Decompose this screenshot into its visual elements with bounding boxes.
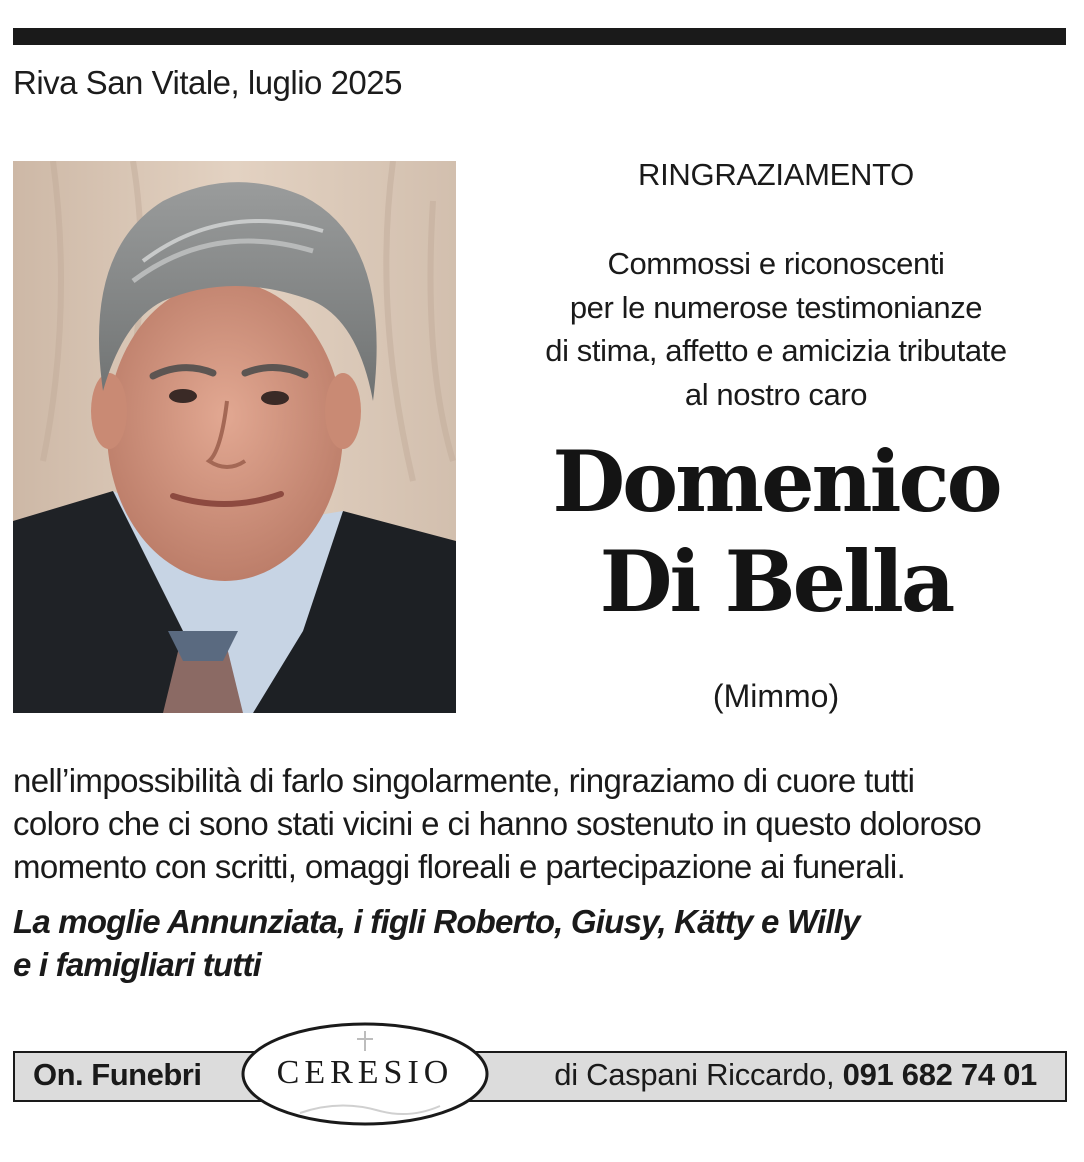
family-signature (13, 900, 1013, 986)
deceased-last-name: Di Bella (599, 532, 953, 631)
signature-line: La moglie Annunziata, i figli Roberto, Giusy, Kätty e Willy (13, 903, 860, 940)
thanks-body (13, 759, 1083, 888)
top-rule (13, 28, 1066, 45)
body-line: nell’impossibilità di farlo singolarmente, ringraziamo di cuore tutti (13, 762, 915, 799)
notice-heading: RINGRAZIAMENTO (638, 157, 914, 192)
deceased-nickname: (Mimmo) (712, 678, 840, 714)
logo-text: CERESIO (276, 1054, 454, 1091)
body-line: momento con scritti, omaggi floreali e partecipazione ai funerali. (13, 848, 906, 885)
intro-line: di stima, affetto e amicizia tributate (545, 333, 1007, 368)
intro-line: al nostro caro (684, 376, 868, 412)
footer-label: On. Funebri (33, 1057, 202, 1092)
footer-contact (554, 1057, 1037, 1093)
intro-line: per le numerose testimonianze (569, 289, 983, 325)
place-date: Riva San Vitale, luglio 2025 (13, 64, 402, 101)
intro-line: Commossi e riconoscenti (607, 246, 945, 281)
signature-line: e i famigliari tutti (13, 946, 262, 983)
deceased-first-name: Domenico (552, 432, 1000, 531)
footer-phone: 091 682 74 01 (842, 1057, 1037, 1092)
funeral-home-footer (13, 1051, 1067, 1102)
intro-text (470, 242, 1082, 416)
footer-owner: di Caspani Riccardo, (554, 1057, 835, 1092)
ceresio-logo (240, 1021, 490, 1127)
body-line: coloro che ci sono stati vicini e ci hanno sostenuto in questo doloroso (13, 805, 982, 842)
portrait-photo (13, 161, 456, 713)
